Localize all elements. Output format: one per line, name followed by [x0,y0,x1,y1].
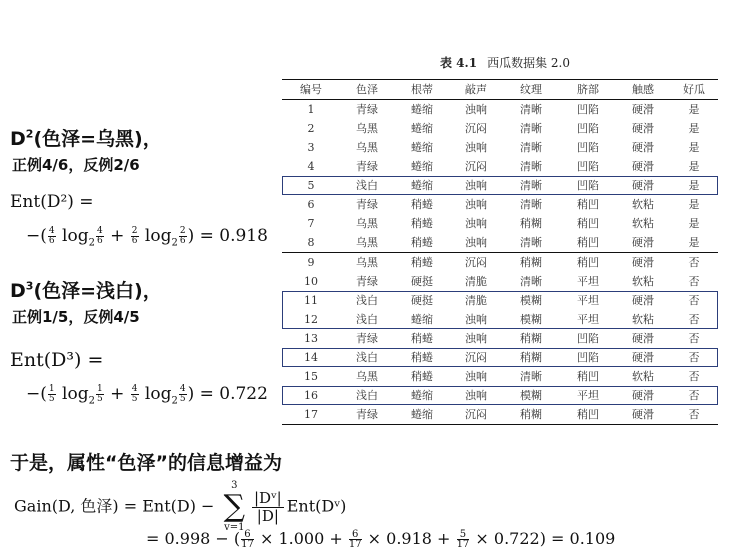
sum-lower: v=1 [224,522,245,533]
table-cell: 硬滑 [632,389,654,402]
table-cell: 15 [304,370,318,383]
denominator: 17 [348,539,362,550]
table-cell: 硬滑 [632,236,654,249]
log-label: log [62,226,89,246]
data-table [282,79,718,425]
d2-heading-condition: (色泽=乌黑)， [33,128,162,150]
gain-term: Ent(Dᵛ) [286,496,347,516]
table-cell: 浊响 [465,179,487,192]
table-cell: 软粘 [632,217,654,230]
table-cell: 是 [688,122,700,135]
numerator: |Dᵛ| [253,488,282,507]
table-cell: 是 [688,141,700,154]
table-row [282,233,718,253]
gain-term-3: × 0.722) = 0.109 [475,529,616,548]
denominator: 6 [96,236,103,246]
table-cell: 否 [688,389,700,402]
d3-entropy-lhs: Ent(D³) = [10,349,104,371]
table-cell: 11 [304,294,318,307]
gain-term-1: × 1.000 + [259,529,343,548]
table-row [282,138,718,157]
table-cell: 14 [304,351,318,364]
weight-fraction [252,490,284,525]
fraction [96,385,104,404]
table-cell: 沉闷 [465,408,487,421]
table-cell: 否 [688,313,700,326]
table-cell: 模糊 [520,389,542,402]
table-cell: 清脆 [465,275,487,288]
log-label: log [144,384,172,404]
table-cell: 清晰 [520,236,542,249]
table-row [282,329,718,348]
table-cell: 稍蜷 [411,370,433,383]
table-cell: 硬滑 [632,408,654,421]
denominator: 6 [179,236,186,246]
table-cell: 浊响 [465,313,487,326]
table-row [282,253,718,273]
table-cell: 否 [688,332,700,345]
table-cell: 平坦 [577,313,599,326]
denominator: 17 [456,539,470,550]
table-cell: 青绿 [356,198,378,211]
table-header-cell: 脐部 [577,83,599,96]
numerator: 4 [96,226,103,236]
table-cell: 青绿 [356,408,378,421]
denominator: 6 [48,236,55,246]
table-cell: 凹陷 [577,332,599,345]
table-cell: 硬滑 [632,122,654,135]
sum-symbol: ∑ [223,489,245,524]
table-cell: 清晰 [520,103,542,116]
table-cell: 硬滑 [632,103,654,116]
table-cell: 清晰 [520,160,542,173]
fraction [48,385,56,404]
log-base: 2 [88,237,95,249]
table-cell: 浅白 [356,313,378,326]
table-row [282,195,718,214]
table-cell: 软粘 [632,198,654,211]
table-cell: 浅白 [356,294,378,307]
table-header-cell: 好瓜 [683,83,705,96]
table-row [282,348,718,367]
denominator: 17 [241,539,254,550]
denominator: |D| [256,506,279,525]
numerator: 2 [131,226,138,236]
table-cell: 稍凹 [577,198,599,211]
table-row [282,291,718,310]
table-cell: 2 [307,122,315,135]
table-cell: 青绿 [356,103,378,116]
table-cell: 硬滑 [632,351,654,364]
d2-heading [10,124,162,151]
table-cell: 凹陷 [577,122,599,135]
table-cell: 软粘 [632,370,654,383]
table-header-cell: 根蒂 [411,83,433,96]
table-cell: 蜷缩 [411,313,433,326]
table-cell: 稍糊 [520,351,542,364]
log-base: 2 [171,395,178,407]
table-cell: 沉闷 [465,351,487,364]
d3-heading-sup: 3 [25,279,34,293]
table-cell: 硬滑 [632,294,654,307]
table-cell: 7 [307,217,315,230]
table-cell: 浅白 [356,179,378,192]
table-cell: 蜷缩 [411,141,433,154]
table-cell: 硬滑 [632,332,654,345]
denominator: 5 [48,394,55,404]
numerator: 6 [349,530,362,540]
log-base: 2 [88,395,95,407]
table-cell: 稍凹 [577,256,599,269]
d2-entropy-formula [26,226,268,248]
table-cell: 清晰 [520,122,542,135]
numerator: 4 [179,384,186,394]
fraction [179,227,187,246]
table-cell: 乌黑 [356,256,378,269]
numerator: 4 [131,384,138,394]
numerator: 5 [457,530,470,540]
table-cell: 是 [688,236,700,249]
table-cell: 乌黑 [356,122,378,135]
table-cell: 4 [307,160,315,173]
d2-entropy-lhs: Ent(D²) = [10,192,94,212]
table-header-cell: 敲声 [465,83,487,96]
d3-heading-symbol: D [10,280,26,302]
d3-heading-condition: (色泽=浅白)， [33,280,162,302]
fraction [131,227,139,246]
table-cell: 沉闷 [465,122,487,135]
paren-open: −( [26,226,47,246]
d2-summary: 正例4/6，反例2/6 [12,156,140,174]
table-cell: 平坦 [577,294,599,307]
numerator: 2 [179,226,186,236]
table-cell: 否 [688,275,700,288]
denominator: 5 [179,394,186,404]
table-cell: 硬滑 [632,256,654,269]
table-cell: 5 [307,179,315,192]
log-label: log [62,384,89,404]
table-cell: 硬滑 [632,179,654,192]
table-row [282,405,718,425]
table-cell: 乌黑 [356,370,378,383]
table-cell: 凹陷 [577,179,599,192]
table-cell: 稍蜷 [411,217,433,230]
table-cell: 6 [307,198,315,211]
table-cell: 清晰 [520,370,542,383]
fraction [457,530,470,549]
d3-summary: 正例1/5，反例4/5 [12,308,140,326]
gain-formula-line1 [14,480,346,534]
table-cell: 稍糊 [520,408,542,421]
table-cell: 平坦 [577,275,599,288]
table-cell: 蜷缩 [411,389,433,402]
table-cell: 是 [688,217,700,230]
table-cell: 稍凹 [577,236,599,249]
table-header-row [282,80,718,100]
table-cell: 3 [307,141,315,154]
fraction [179,385,187,404]
fraction [349,530,362,549]
table-cell: 浊响 [465,332,487,345]
table-cell: 硬挺 [411,294,433,307]
table-cell: 稍糊 [520,332,542,345]
table-cell: 青绿 [356,160,378,173]
table-row [282,214,718,233]
d2-heading-sup: 2 [25,127,34,141]
table-row [282,119,718,138]
gain-term-2: × 0.918 + [367,529,451,548]
denominator: 5 [96,394,103,404]
table-cell: 浊响 [465,389,487,402]
table-cell: 浊响 [465,141,487,154]
table-cell: 清晰 [520,198,542,211]
table-row [282,386,718,405]
table-cell: 沉闷 [465,160,487,173]
table-cell: 浊响 [465,236,487,249]
table-cell: 硬滑 [632,141,654,154]
d2-entropy-result: ) = 0.918 [187,226,268,246]
table-cell: 乌黑 [356,141,378,154]
numerator: 1 [96,384,103,394]
table-header-cell: 色泽 [356,83,378,96]
numerator: 6 [241,530,254,540]
paren-open: −( [26,384,47,404]
table-cell: 模糊 [520,294,542,307]
table-cell: 稍蜷 [411,198,433,211]
watermelon-dataset-table [282,79,718,425]
table-cell: 凹陷 [577,351,599,364]
table-cell: 平坦 [577,389,599,402]
gain-intro: 于是，属性“色泽”的信息增益为 [10,452,282,474]
log-base: 2 [171,237,178,249]
table-cell: 是 [688,179,700,192]
table-cell: 乌黑 [356,217,378,230]
denominator: 5 [131,394,138,404]
denominator: 6 [131,236,138,246]
table-cell: 清晰 [520,179,542,192]
table-cell: 8 [307,236,315,249]
log-label: log [144,226,172,246]
d3-entropy-result: ) = 0.722 [187,384,268,404]
table-cell: 浅白 [356,389,378,402]
table-cell: 稍蜷 [411,332,433,345]
table-cell: 稍蜷 [411,351,433,364]
fraction [131,385,139,404]
table-cell: 蜷缩 [411,122,433,135]
table-cell: 蜷缩 [411,179,433,192]
table-cell: 软粘 [632,313,654,326]
table-cell: 是 [688,160,700,173]
table-cell: 浊响 [465,370,487,383]
table-cell: 稍凹 [577,370,599,383]
table-header-cell: 触感 [632,83,654,96]
table-cell: 浅白 [356,351,378,364]
plus-sign: + [110,384,125,404]
d2-heading-symbol: D [10,128,26,150]
table-cell: 稍凹 [577,408,599,421]
table-cell: 清晰 [520,275,542,288]
table-cell: 清脆 [465,294,487,307]
table-cell: 是 [688,198,700,211]
table-cell: 否 [688,294,700,307]
table-cell: 凹陷 [577,160,599,173]
table-cell: 蜷缩 [411,160,433,173]
table-cell: 16 [304,389,318,402]
table-cell: 清晰 [520,141,542,154]
table-cell: 浊响 [465,198,487,211]
table-cell: 10 [304,275,318,288]
fraction [96,227,104,246]
numerator: 1 [48,384,55,394]
table-cell: 否 [688,408,700,421]
plus-sign: + [110,226,125,246]
table-caption-title: 西瓜数据集 2.0 [487,56,570,70]
gain-lhs: Gain(D, 色泽) = Ent(D) − [14,496,215,516]
table-cell: 沉闷 [465,256,487,269]
numerator: 4 [48,226,55,236]
sum-upper: 3 [231,480,238,491]
table-caption-label: 表 4.1 [440,56,478,70]
table-row [282,176,718,195]
gain-formula-line2 [146,529,615,549]
table-cell: 稍凹 [577,217,599,230]
fraction [241,530,254,549]
d3-entropy-formula [26,384,268,406]
table-header-cell: 纹理 [520,83,542,96]
table-cell: 否 [688,370,700,383]
table-cell: 蜷缩 [411,103,433,116]
table-cell: 模糊 [520,313,542,326]
table-cell: 是 [688,103,700,116]
table-cell: 蜷缩 [411,408,433,421]
table-cell: 稍糊 [520,217,542,230]
table-cell: 青绿 [356,332,378,345]
table-cell: 稍糊 [520,256,542,269]
table-header-cell: 编号 [300,83,322,96]
table-row [282,157,718,176]
table-cell: 否 [688,351,700,364]
table-cell: 1 [307,103,315,116]
table-cell: 硬挺 [411,275,433,288]
table-cell: 17 [304,408,318,421]
table-row [282,367,718,386]
table-cell: 硬滑 [632,160,654,173]
table-cell: 12 [304,313,318,326]
fraction [48,227,56,246]
table-cell: 9 [307,256,315,269]
table-cell: 13 [304,332,318,345]
table-cell: 青绿 [356,275,378,288]
table-row [282,272,718,291]
d3-heading [10,276,162,303]
table-cell: 稍蜷 [411,236,433,249]
table-cell: 浊响 [465,103,487,116]
table-cell: 稍蜷 [411,256,433,269]
table-caption [440,54,570,71]
table-cell: 浊响 [465,217,487,230]
gain-line2-start: = 0.998 − ( [146,529,241,548]
table-cell: 乌黑 [356,236,378,249]
table-cell: 凹陷 [577,103,599,116]
table-cell: 凹陷 [577,141,599,154]
table-row [282,310,718,329]
table-row [282,100,718,120]
summation [224,480,245,534]
table-cell: 软粘 [632,275,654,288]
table-cell: 否 [688,256,700,269]
